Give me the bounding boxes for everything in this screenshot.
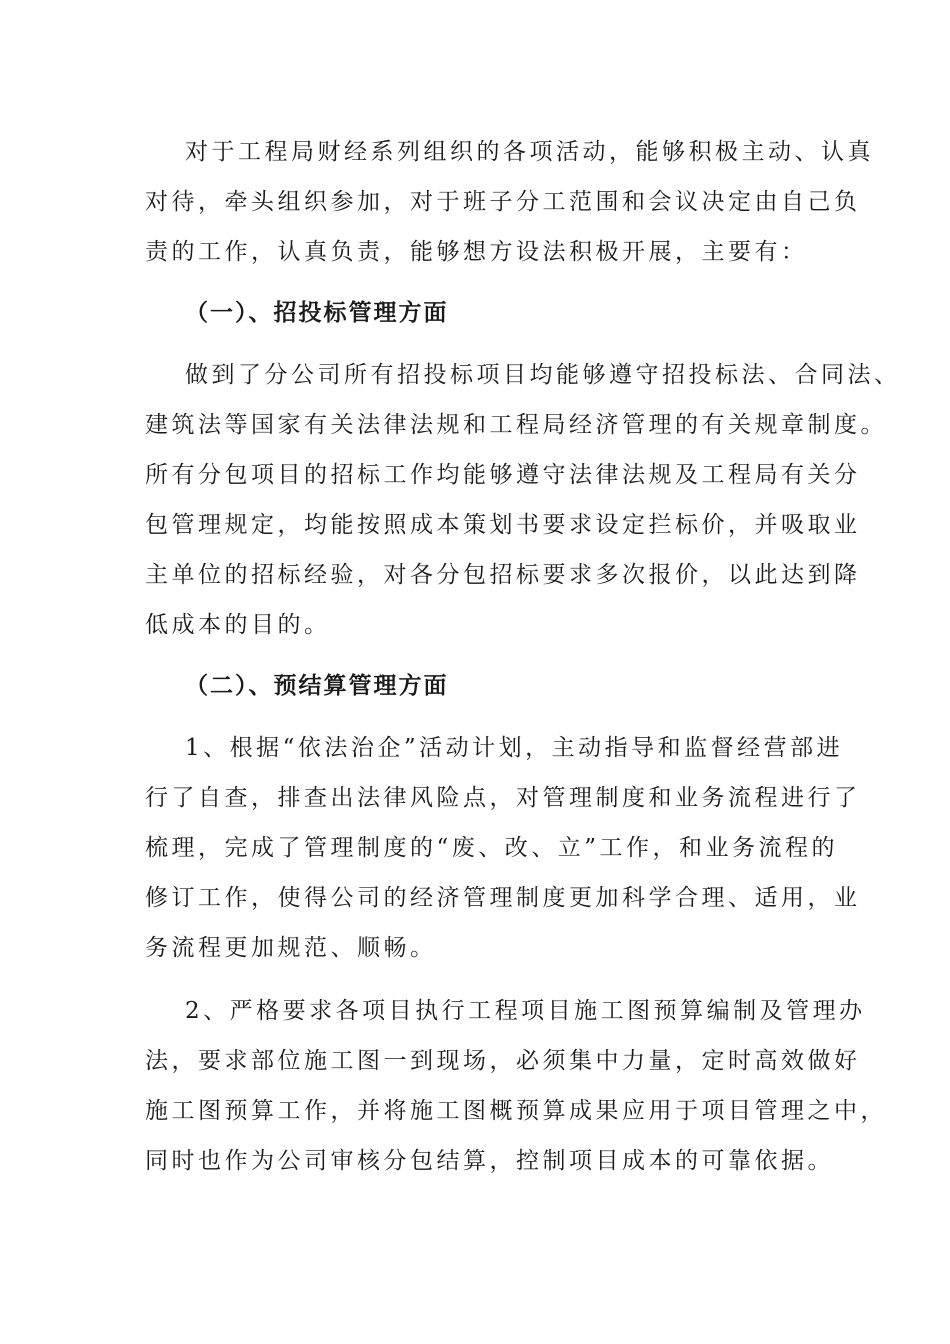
section-2-heading: （二）、预结算管理方面 (185, 673, 449, 699)
section-2-item-2-line-4: 同时也作为公司审核分包结算，控制项目成本的可靠依据。 (145, 1148, 834, 1174)
section-2-item-2-line-2: 法，要求部位施工图一到现场，必须集中力量，定时高效做好 (145, 1048, 861, 1074)
intro-line-2: 对待，牵头组织参加，对于班子分工范围和会议决定由自己负 (145, 189, 861, 215)
section-2-item-1-line-1: 1、根据“依法治企”活动计划，主动指导和监督经营部进 (185, 735, 844, 761)
section-2-item-2-line-1: 2、严格要求各项目执行工程项目施工图预算编制及管理办 (185, 998, 866, 1024)
section-1-line-6: 低成本的目的。 (145, 612, 331, 638)
section-1-line-3: 所有分包项目的招标工作均能够遵守法律法规及工程局有关分 (145, 462, 861, 488)
section-2-item-1-line-4: 修订工作，使得公司的经济管理制度更加科学合理、适用，业 (145, 885, 861, 911)
section-1-heading: （一）、招投标管理方面 (185, 300, 449, 326)
intro-line-3: 责的工作，认真负责，能够想方设法积极开展，主要有： (145, 239, 808, 265)
section-1-line-1: 做到了分公司所有招投标项目均能够遵守招投标法、合同法、 (185, 362, 901, 388)
section-2-item-1-line-3: 梳理，完成了管理制度的“废、改、立”工作，和业务流程的 (145, 835, 839, 861)
section-2-item-2-line-3: 施工图预算工作，并将施工图概预算成果应用于项目管理之中， (145, 1098, 887, 1124)
intro-line-1: 对于工程局财经系列组织的各项活动，能够积极主动、认真 (185, 139, 874, 165)
section-1-line-5: 主单位的招标经验，对各分包招标要求多次报价，以此达到降 (145, 562, 861, 588)
section-2-item-1-line-5: 务流程更加规范、顺畅。 (145, 935, 437, 961)
section-1-line-2: 建筑法等国家有关法律法规和工程局经济管理的有关规章制度。 (145, 412, 887, 438)
section-2-item-1-line-2: 行了自查，排查出法律风险点，对管理制度和业务流程进行了 (145, 785, 861, 811)
section-1-line-4: 包管理规定，均能按照成本策划书要求设定拦标价，并吸取业 (145, 512, 861, 538)
